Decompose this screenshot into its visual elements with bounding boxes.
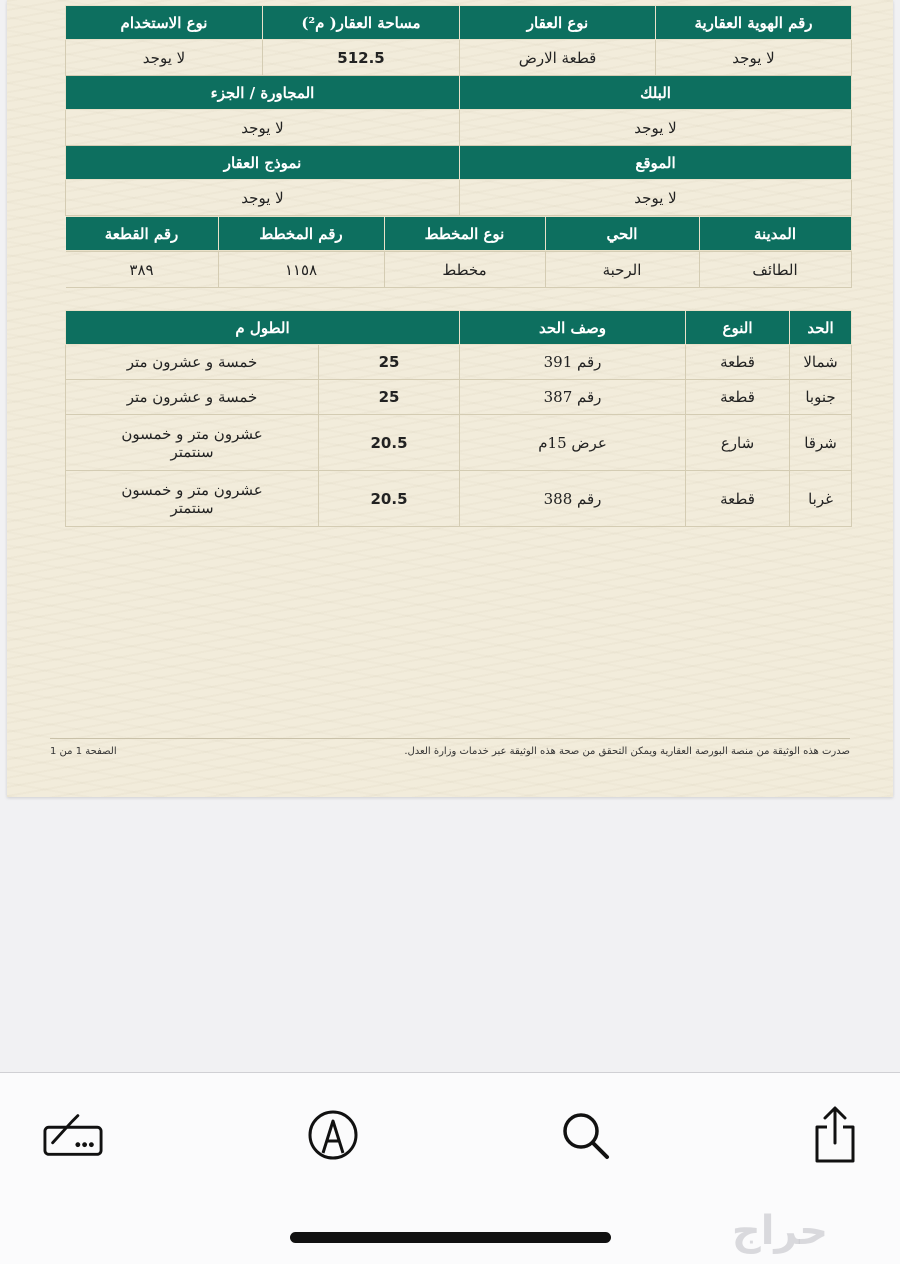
search-button[interactable] [555,1105,615,1165]
header-length: الطول م [66,311,460,345]
boundary-description: رقم 391 [460,345,686,380]
page-number: الصفحة 1 من 1 [50,746,117,757]
boundary-type: قطعة [686,471,790,527]
header-boundary: الحد [790,311,852,345]
table-header-row [66,76,852,110]
boundary-type: شارع [686,415,790,471]
table-header-row [66,146,852,180]
boundary-side: غربا [790,471,852,527]
boundary-side: شمالا [790,345,852,380]
value-property-model: لا يوجد [66,180,460,216]
header-plan-number: رقم المخطط [218,217,384,251]
footer-note: صدرت هذه الوثيقة من منصة البورصة العقارية ويمكن التحقق من صحة هذه الوثيقة عبر خدمات وزارة العدل. [404,746,850,757]
property-info-table [65,5,852,288]
table-row [66,471,852,527]
boundary-length-text: خمسة و عشرون متر [66,345,319,380]
table-row [66,415,852,471]
header-property-area: مساحة العقار( م²) [263,6,460,40]
boundary-length-text: عشرون متر و خمسون سنتمتر [66,415,319,471]
boundary-side: جنوبا [790,380,852,415]
boundary-length-text: خمسة و عشرون متر [66,380,319,415]
header-property-id: رقم الهوية العقارية [656,6,852,40]
boundary-description: رقم 387 [460,380,686,415]
boundaries-table [65,310,852,527]
keyboard-edit-button[interactable] [43,1105,103,1165]
home-indicator[interactable] [290,1232,611,1243]
value-property-area: 512.5 [263,40,460,76]
search-icon [559,1109,611,1161]
value-city: الطائف [699,252,851,288]
header-property-model: نموذج العقار [66,146,460,180]
value-property-id: لا يوجد [656,40,852,76]
footer-divider [50,738,850,739]
value-plan-type: مخطط [384,252,545,288]
value-plot-number: ٣٨٩ [66,252,219,288]
markup-button[interactable] [303,1105,363,1165]
keyboard-edit-icon [43,1113,103,1157]
share-button[interactable] [805,1105,865,1165]
value-property-type: قطعة الارض [460,40,656,76]
header-property-type: نوع العقار [460,6,656,40]
header-location: الموقع [460,146,852,180]
table-row [66,380,852,415]
boundary-length: 20.5 [319,415,460,471]
boundary-length: 25 [319,380,460,415]
boundary-type: قطعة [686,345,790,380]
value-block: لا يوجد [460,110,852,146]
header-city: المدينة [699,217,851,251]
boundary-description: رقم 388 [460,471,686,527]
table-header-row [66,216,852,252]
boundary-length-text: عشرون متر و خمسون سنتمتر [66,471,319,527]
header-neighborhood-part: المجاورة / الجزء [66,76,460,110]
watermark-logo: حراج [731,1208,829,1254]
header-usage-type: نوع الاستخدام [66,6,263,40]
header-plot-number: رقم القطعة [66,217,219,251]
document-page [7,0,893,797]
value-neighborhood-part: لا يوجد [66,110,460,146]
header-block: البلك [460,76,852,110]
value-location: لا يوجد [460,180,852,216]
markup-icon [307,1109,359,1161]
boundary-description: عرض 15م [460,415,686,471]
share-icon [812,1105,858,1165]
header-boundary-description: وصف الحد [460,311,686,345]
boundary-side: شرقا [790,415,852,471]
table-header-row [66,311,852,345]
table-row [66,345,852,380]
boundary-length: 25 [319,345,460,380]
table-row [66,110,852,146]
value-usage-type: لا يوجد [66,40,263,76]
location-table [66,216,852,251]
header-boundary-type: النوع [686,311,790,345]
boundary-length: 20.5 [319,471,460,527]
header-district: الحي [545,217,699,251]
boundary-type: قطعة [686,380,790,415]
header-plan-type: نوع المخطط [384,217,545,251]
table-row [66,251,852,288]
value-district: الرحبة [545,252,699,288]
table-row [66,40,852,76]
table-row [66,180,852,216]
table-header-row [66,6,852,40]
value-plan-number: ١١٥٨ [218,252,384,288]
